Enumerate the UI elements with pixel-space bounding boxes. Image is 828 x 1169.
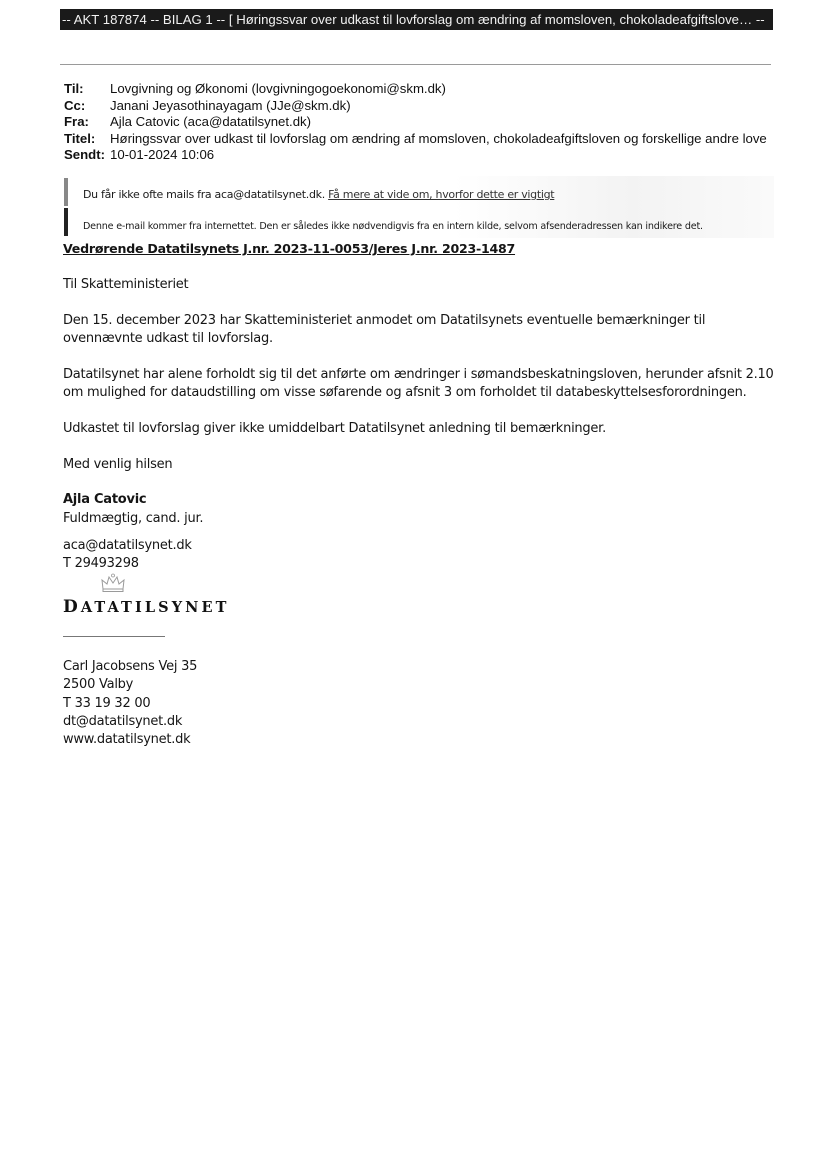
header-row-title <box>64 131 784 148</box>
header-key: Til: <box>64 81 84 96</box>
notice-learn-more-link[interactable]: Få mere at vide om, hvorfor dette er vigtigt <box>328 188 555 201</box>
notice-line-2: Denne e-mail kommer fra internettet. Den er således ikke nødvendigvis fra en intern kilde, selvom afsenderadressen kan indikere det. <box>83 221 703 232</box>
notice-accent-bar <box>64 208 68 236</box>
header-row-sent <box>64 147 784 164</box>
notice-accent-bar <box>64 178 68 206</box>
signature-title: Fuldmægtig, cand. jur. <box>63 511 204 526</box>
header-key: Fra: <box>64 114 89 129</box>
header-key: Titel: <box>64 130 96 146</box>
document-banner: -- AKT 187874 -- BILAG 1 -- [ Høringssvar over udkast til lovforslag om ændring af momsloven, chokoladeafgiftslove… -- <box>60 9 773 30</box>
letter-body <box>63 240 783 474</box>
crown-icon <box>100 573 126 593</box>
header-divider <box>60 64 771 65</box>
letter-paragraph: Udkastet til lovforslag giver ikke umiddelbart Datatilsynet anledning til bemærkninger. <box>63 421 606 436</box>
notice-text: Du får ikke ofte mails fra aca@datatilsynet.dk. <box>83 188 325 201</box>
header-value: 10-01-2024 10:06 <box>110 147 215 162</box>
header-row-to <box>64 81 784 98</box>
header-value: Ajla Catovic (aca@datatilsynet.dk) <box>110 114 312 129</box>
external-sender-notice <box>62 176 774 238</box>
signature-email[interactable]: aca@datatilsynet.dk <box>63 538 192 553</box>
datatilsynet-logo: DATATILSYNET <box>63 597 230 617</box>
address-city: 2500 Valby <box>63 677 134 693</box>
header-row-from <box>64 114 784 131</box>
signature-name: Ajla Catovic <box>63 492 147 507</box>
letter-subject: Vedrørende Datatilsynets J.nr. 2023-11-0053/Jeres J.nr. 2023-1487 <box>63 241 516 256</box>
header-row-cc <box>64 98 784 115</box>
letter-greeting: Til Skatteministeriet <box>63 277 189 292</box>
header-value: Lovgivning og Økonomi (lovgivningogoekonomi@skm.dk) <box>110 81 446 96</box>
email-header <box>64 81 784 164</box>
header-key: Cc: <box>64 97 86 113</box>
address-block <box>63 658 197 749</box>
header-key: Sendt: <box>64 147 106 162</box>
signature-divider <box>63 636 165 637</box>
header-value: Høringssvar over udkast til lovforslag om ændring af momsloven, chokoladeafgiftsloven og forskellige andre love <box>110 130 767 146</box>
address-website[interactable]: www.datatilsynet.dk <box>63 732 191 748</box>
address-phone: T 33 19 32 00 <box>63 695 151 711</box>
signature-phone: T 29493298 <box>63 556 139 571</box>
letter-paragraph: Den 15. december 2023 har Skatteministeriet anmodet om Datatilsynets eventuelle bemærkninger til ovennævnte udkast til lovforslag. <box>63 313 706 346</box>
letter-closing: Med venlig hilsen <box>63 457 173 472</box>
address-email[interactable]: dt@datatilsynet.dk <box>63 713 183 729</box>
header-value: Janani Jeyasothinayagam (JJe@skm.dk) <box>110 97 351 113</box>
letter-paragraph: Datatilsynet har alene forholdt sig til det anførte om ændringer i sømandsbeskatningsloven, herunder afsnit 2.10 om mulighed for dataudstilling om visse søfarende og afsnit 3 om forholdet til databeskyttelsesforordningen. <box>63 367 774 400</box>
notice-line-1 <box>83 188 554 201</box>
address-street: Carl Jacobsens Vej 35 <box>63 659 198 674</box>
